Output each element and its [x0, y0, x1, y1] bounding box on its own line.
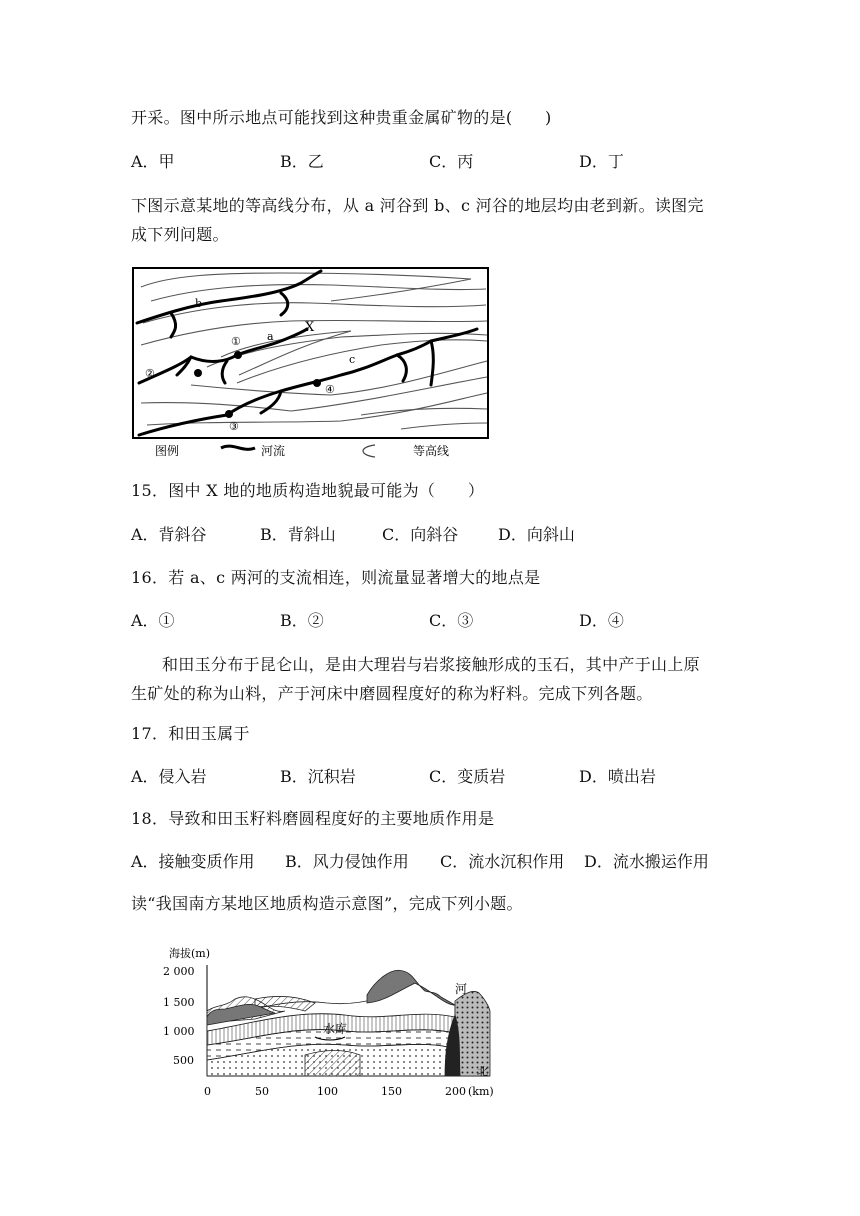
- q14-stem-tail: 开采。图中所示地点可能找到这种贵重金属矿物的是( ): [131, 108, 552, 127]
- q17-option-a: A．侵入岩: [131, 767, 207, 786]
- contour-intro-line1: 下图示意某地的等高线分布，从 a 河谷到 b、c 河谷的地层均由老到新。读图完: [131, 196, 704, 215]
- q14-option-d: D．丁: [579, 152, 624, 171]
- q15-option-b: B．背斜山: [260, 525, 336, 544]
- legend-contour-icon: [363, 445, 375, 457]
- profile-river-label: 河: [455, 982, 468, 996]
- profile-xtick-50: 50: [255, 1085, 269, 1098]
- legend-river-label: 河流: [261, 444, 286, 458]
- label-point-2: ②: [145, 367, 155, 380]
- q18-option-a: A．接触变质作用: [131, 852, 255, 871]
- profile-xtick-200: 200: [445, 1085, 466, 1098]
- geologic-profile-figure: [155, 945, 505, 1105]
- label-river-a: a: [267, 330, 274, 343]
- label-river-c: c: [349, 353, 356, 366]
- legend-river-icon: [221, 446, 255, 449]
- q18-option-c: C．流水沉积作用: [440, 852, 565, 871]
- q17-stem: 17．和田玉属于: [131, 724, 250, 743]
- contour-map-figure: [131, 265, 491, 463]
- legend-title: 图例: [155, 444, 180, 458]
- q15-option-a: A．背斜谷: [131, 525, 207, 544]
- profile-xtick-100: 100: [317, 1085, 338, 1098]
- profile-reservoir-label: 水库: [323, 1022, 348, 1036]
- q17-option-d: D．喷出岩: [579, 767, 656, 786]
- profile-north-label: 北: [477, 1065, 488, 1078]
- profile-intro: 读“我国南方某地区地质构造示意图”，完成下列小题。: [131, 894, 523, 913]
- label-point-4: ④: [325, 383, 335, 396]
- profile-xtick-0: 0: [204, 1085, 211, 1098]
- profile-ytick-500: 500: [173, 1054, 194, 1067]
- hetian-intro-line1: 和田玉分布于昆仑山，是由大理岩与岩浆接触形成的玉石，其中产于山上原: [162, 655, 700, 674]
- q18-option-b: B．风力侵蚀作用: [285, 852, 409, 871]
- rock-strata: [207, 970, 490, 1076]
- label-point-1: ①: [231, 335, 241, 348]
- q16-option-a: A．①: [131, 611, 175, 630]
- q16-option-b: B．②: [280, 611, 324, 630]
- q14-option-c: C．丙: [429, 152, 474, 171]
- profile-xunit: (km): [468, 1085, 494, 1098]
- q17-option-c: C．变质岩: [429, 767, 506, 786]
- q16-option-c: C．③: [429, 611, 474, 630]
- q14-option-a: A．甲: [131, 152, 175, 171]
- point-3-marker: [225, 410, 233, 418]
- point-4-marker: [313, 379, 321, 387]
- q17-option-b: B．沉积岩: [280, 767, 356, 786]
- profile-xtick-150: 150: [381, 1085, 402, 1098]
- label-point-3: ③: [229, 420, 239, 433]
- point-1-marker: [234, 351, 242, 359]
- legend-contour-label: 等高线: [413, 444, 450, 458]
- point-2-marker: [194, 369, 202, 377]
- q15-option-c: C．向斜谷: [382, 525, 459, 544]
- q15-option-d: D．向斜山: [498, 525, 575, 544]
- q18-option-d: D．流水搬运作用: [584, 852, 709, 871]
- profile-ytick-1500: 1 500: [163, 996, 195, 1009]
- contour-intro-line2: 成下列问题。: [131, 225, 229, 244]
- profile-ylabel: 海拔(m): [169, 947, 211, 960]
- q15-stem: 15．图中 X 地的地质构造地貌最可能为（ ）: [131, 481, 485, 500]
- q18-stem: 18．导致和田玉籽料磨圆程度好的主要地质作用是: [131, 809, 495, 828]
- q16-stem: 16．若 a、c 两河的支流相连，则流量显著增大的地点是: [131, 568, 541, 587]
- profile-ytick-1000: 1 000: [163, 1025, 195, 1038]
- label-river-b: b: [195, 297, 203, 310]
- label-x: X: [305, 320, 315, 335]
- q14-option-b: B．乙: [280, 152, 324, 171]
- hetian-intro-line2: 生矿处的称为山料，产于河床中磨圆程度好的称为籽料。完成下列各题。: [131, 684, 653, 703]
- q16-option-d: D．④: [579, 611, 624, 630]
- profile-ytick-2000: 2 000: [163, 965, 195, 978]
